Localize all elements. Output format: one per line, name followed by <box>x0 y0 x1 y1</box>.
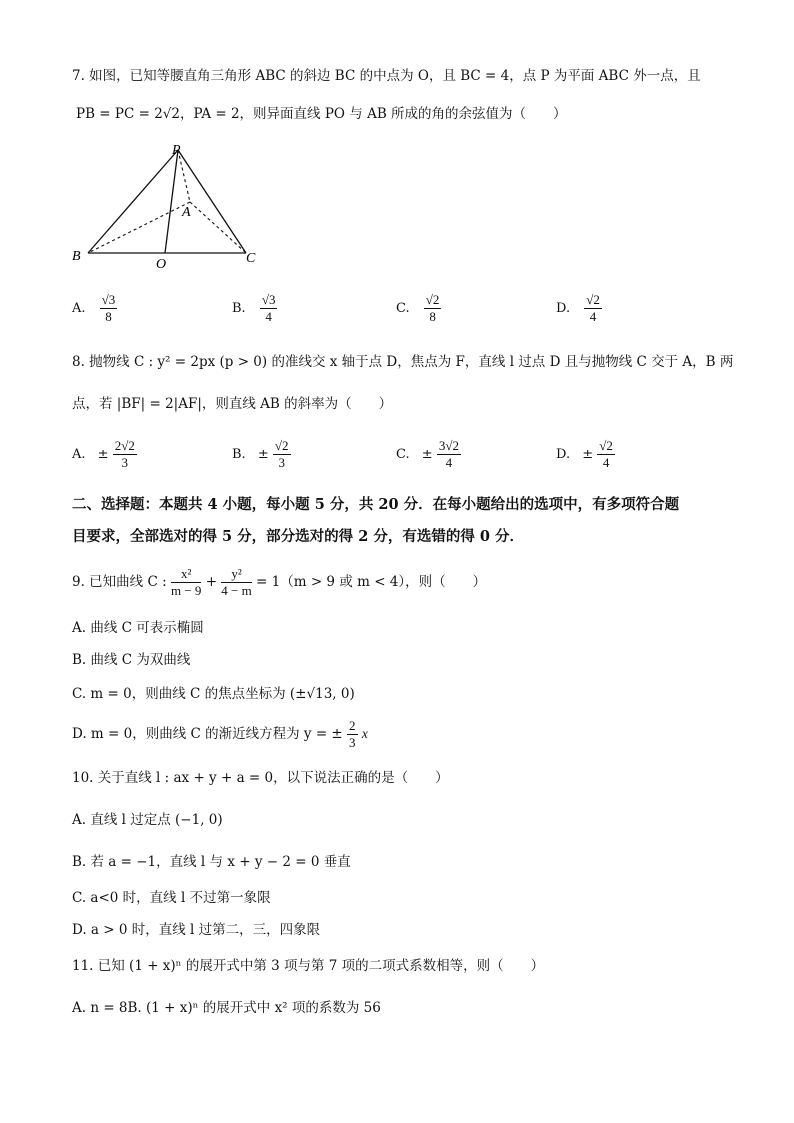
option-denominator: 4 <box>265 309 272 324</box>
q10-option-c[interactable]: C. a<0 时，直线 l 不过第一象限 <box>72 890 271 906</box>
option-sign: ± <box>582 447 594 462</box>
option-denominator: 8 <box>429 309 436 324</box>
q8-option-c[interactable] <box>396 438 461 471</box>
q7-option-c[interactable] <box>396 292 441 325</box>
edge-PB <box>88 150 178 253</box>
q8-stem-line1: 8. 抛物线 C : y² = 2px (p > 0) 的准线交 x 轴于点 D，焦点为 F，直线 l 过点 D 且与抛物线 C 交于 A，B 两 <box>72 354 734 370</box>
q8-option-d[interactable] <box>556 438 615 471</box>
q9-frac1-denominator: m − 9 <box>170 583 202 598</box>
option-key: D. <box>556 301 571 316</box>
q7-pyramid-figure <box>66 140 266 270</box>
option-denominator: 4 <box>445 455 453 470</box>
q10-option-b[interactable]: B. 若 a = −1，直线 l 与 x + y − 2 = 0 垂直 <box>72 854 351 870</box>
section2-heading-line2: 目要求，全部选对的得 5 分，部分选对的得 2 分，有选错的得 0 分． <box>72 528 525 545</box>
option-sign: ± <box>257 447 269 462</box>
section2-heading-line1: 二、选择题：本题共 4 小题，每小题 5 分，共 20 分．在每小题给出的选项中，有多项符合题 <box>72 496 680 513</box>
q10-stem: 10. 关于直线 l : ax + y + a = 0，以下说法正确的是（ ） <box>72 770 449 786</box>
q10-option-d[interactable]: D. a > 0 时，直线 l 过第二，三，四象限 <box>72 922 321 938</box>
q7-option-b[interactable] <box>232 292 277 325</box>
q7-option-a[interactable] <box>72 292 117 325</box>
option-key: C. <box>396 447 410 462</box>
option-numerator: √2 <box>274 438 289 453</box>
q9-option-a[interactable]: A. 曲线 C 可表示椭圆 <box>72 620 204 636</box>
q9-frac1-numerator: x² <box>171 566 201 583</box>
q9-stem <box>72 566 486 599</box>
option-numerator: √2 <box>425 292 440 307</box>
option-denominator: 4 <box>602 455 610 470</box>
q9-option-d-numerator: 2 <box>349 718 356 733</box>
option-denominator: 3 <box>121 455 129 470</box>
option-key: B. <box>232 447 246 462</box>
edge-PO <box>165 150 178 253</box>
q9-stem-suffix: = 1（m > 9 或 m < 4），则（ ） <box>256 574 487 590</box>
option-numerator: √2 <box>599 438 613 453</box>
q9-option-b[interactable]: B. 曲线 C 为双曲线 <box>72 652 191 668</box>
q9-option-d[interactable] <box>72 718 368 751</box>
q9-frac2-numerator: y² <box>221 566 251 583</box>
q9-option-d-suffix: x <box>361 726 368 741</box>
label-A: A <box>182 205 191 220</box>
q7-stem-line1: 7. 如图，已知等腰直角三角形 ABC 的斜边 BC 的中点为 O，且 BC = 4，点 P 为平面 ABC 外一点，且 <box>72 68 701 84</box>
option-numerator: √3 <box>101 292 116 307</box>
option-key: B. <box>232 301 246 316</box>
q10-option-a[interactable]: A. 直线 l 过定点 (−1, 0) <box>72 812 223 828</box>
option-key: C. <box>396 301 410 316</box>
q9-frac2-denominator: 4 − m <box>221 583 252 598</box>
q8-option-b[interactable] <box>232 438 291 471</box>
option-sign: ± <box>97 447 109 462</box>
q8-option-a[interactable] <box>72 438 137 471</box>
option-denominator: 3 <box>278 455 285 470</box>
edge-AB <box>88 202 190 253</box>
q9-option-d-denominator: 3 <box>349 735 356 750</box>
option-key: A. <box>72 301 86 316</box>
option-key: D. <box>556 447 571 462</box>
q9-plus: + <box>205 574 217 590</box>
option-numerator: 3√2 <box>438 438 459 453</box>
label-P: P <box>172 143 181 158</box>
q9-stem-prefix: 9. 已知曲线 C : <box>72 574 167 590</box>
q8-stem-line2: 点，若 |BF| = 2|AF|，则直线 AB 的斜率为（ ） <box>72 396 393 412</box>
q7-option-d[interactable] <box>556 292 602 325</box>
label-C: C <box>246 251 256 266</box>
q9-option-d-prefix: D. m = 0，则曲线 C 的渐近线方程为 y = ± <box>72 726 343 742</box>
option-denominator: 8 <box>105 309 112 324</box>
q11-option-a[interactable]: A. n = 8B. (1 + x)ⁿ 的展开式中 x² 项的系数为 56 <box>72 1000 381 1016</box>
q9-option-c[interactable]: C. m = 0，则曲线 C 的焦点坐标为 (±√13, 0) <box>72 686 355 702</box>
option-numerator: √3 <box>261 292 276 307</box>
option-numerator: √2 <box>586 292 600 307</box>
option-key: A. <box>72 447 86 462</box>
option-numerator: 2√2 <box>114 438 135 453</box>
label-O: O <box>156 257 167 270</box>
option-sign: ± <box>421 447 433 462</box>
q11-stem: 11. 已知 (1 + x)ⁿ 的展开式中第 3 项与第 7 项的二项式系数相等，则（ ） <box>72 958 545 974</box>
option-denominator: 4 <box>589 309 597 324</box>
q7-stem-line2: PB = PC = 2√2，PA = 2，则异面直线 PO 与 AB 所成的角的余弦值为（ ） <box>76 106 567 122</box>
edge-PC <box>178 150 246 253</box>
label-B: B <box>72 249 81 264</box>
